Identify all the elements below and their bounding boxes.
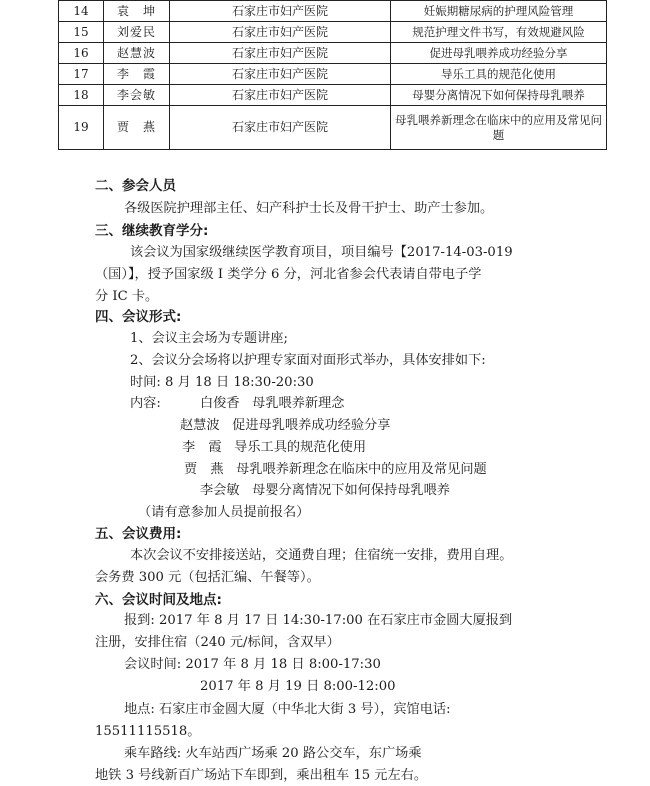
content-speaker: 白俊香 bbox=[200, 396, 240, 411]
row-topic: 促进母乳喂养成功经验分享 bbox=[391, 43, 607, 64]
section-3-line-1: 该会议为国家级继续医学教育项目，项目编号【2017-14-03-019 bbox=[130, 245, 513, 260]
row-name: 李 霞 bbox=[104, 64, 170, 85]
section-4-heading: 四、会议形式: bbox=[95, 309, 182, 325]
content-speaker: 李 霞 bbox=[182, 440, 222, 455]
row-number: 19 bbox=[59, 106, 104, 150]
section-4-time: 时间: 8 月 18 日 18:30-20:30 bbox=[130, 375, 314, 390]
row-topic: 规范护理文件书写，有效规避风险 bbox=[391, 22, 607, 43]
table-row bbox=[59, 43, 607, 64]
section-5-line-1: 本次会议不安排接送站，交通费自理；住宿统一安排，费用自理。 bbox=[130, 548, 513, 563]
section-2-body: 各级医院护理部主任、妇产科护士长及骨干护士、助产士参加。 bbox=[124, 201, 494, 216]
row-topic: 导乐工具的规范化使用 bbox=[391, 64, 607, 85]
section-4-note: （请有意参加人员提前报名） bbox=[138, 505, 310, 520]
row-number: 18 bbox=[59, 85, 104, 106]
section-3-line-2: （国）】，授予国家级 I 类学分 6 分，河北省参会代表请自带电子学 bbox=[95, 267, 482, 282]
content-entry bbox=[182, 438, 366, 458]
route-line-2: 地铁 3 号线新百广场站下车即到，乘出租车 15 元左右。 bbox=[95, 768, 428, 783]
row-name: 袁 坤 bbox=[104, 1, 170, 22]
section-3-line-3: 分 IC 卡。 bbox=[95, 289, 159, 304]
section-5-heading: 五、会议费用: bbox=[95, 526, 182, 542]
content-topic: 母乳喂养新理念在临床中的应用及常见问题 bbox=[236, 462, 487, 477]
route-line-1: 乘车路线: 火车站西广场乘 20 路公交车，东广场乘 bbox=[124, 746, 422, 761]
row-name: 赵慧波 bbox=[104, 43, 170, 64]
row-unit: 石家庄市妇产医院 bbox=[170, 106, 391, 150]
row-number: 14 bbox=[59, 1, 104, 22]
row-unit: 石家庄市妇产医院 bbox=[170, 85, 391, 106]
row-unit: 石家庄市妇产医院 bbox=[170, 64, 391, 85]
row-name: 刘爱民 bbox=[104, 22, 170, 43]
section-4-item-2: 2、会议分会场将以护理专家面对面形式举办，具体安排如下: bbox=[130, 353, 486, 368]
meeting-time-2: 2017 年 8 月 19 日 8:00-12:00 bbox=[200, 679, 396, 694]
section-4-content-label: 内容: bbox=[130, 396, 161, 411]
address-line-2: 15511115518。 bbox=[95, 724, 201, 739]
row-number: 15 bbox=[59, 22, 104, 43]
section-6-heading: 六、会议时间及地点: bbox=[95, 592, 222, 608]
content-topic: 导乐工具的规范化使用 bbox=[234, 440, 367, 455]
row-topic: 母婴分离情况下如何保持母乳喂养 bbox=[391, 85, 607, 106]
content-entry bbox=[200, 394, 344, 414]
table-row bbox=[59, 106, 607, 150]
content-speaker: 贾 燕 bbox=[184, 462, 224, 477]
speaker-table bbox=[58, 0, 607, 150]
content-entry bbox=[200, 481, 450, 501]
row-topic: 妊娠期糖尿病的护理风险管理 bbox=[391, 1, 607, 22]
section-3-heading: 三、继续教育学分: bbox=[95, 223, 209, 239]
content-topic: 母婴分离情况下如何保持母乳喂养 bbox=[252, 483, 450, 498]
content-speaker: 赵慧波 bbox=[180, 418, 220, 433]
row-number: 16 bbox=[59, 43, 104, 64]
table-row bbox=[59, 64, 607, 85]
content-topic: 促进母乳喂养成功经验分享 bbox=[232, 418, 391, 433]
registration-line-2: 注册，安排住宿（240 元/标间，含双早） bbox=[95, 635, 340, 650]
table-row bbox=[59, 22, 607, 43]
section-2-heading: 二、参会人员 bbox=[95, 178, 176, 194]
content-entry bbox=[184, 460, 487, 480]
row-number: 17 bbox=[59, 64, 104, 85]
content-topic: 母乳喂养新理念 bbox=[252, 396, 345, 411]
registration-line-1: 报到: 2017 年 8 月 17 日 14:30-17:00 在石家庄市金圆大厦报到 bbox=[124, 613, 513, 628]
table-row bbox=[59, 1, 607, 22]
row-unit: 石家庄市妇产医院 bbox=[170, 1, 391, 22]
section-5-line-2: 会务费 300 元（包括汇编、午餐等）。 bbox=[95, 570, 320, 585]
row-name: 李会敏 bbox=[104, 85, 170, 106]
row-topic: 母乳喂养新理念在临床中的应用及常见问题 bbox=[391, 106, 607, 150]
content-speaker: 李会敏 bbox=[200, 483, 240, 498]
address-line-1: 地点: 石家庄市金圆大厦（中华北大街 3 号），宾馆电话: bbox=[124, 702, 451, 717]
meeting-time-1: 会议时间: 2017 年 8 月 18 日 8:00-17:30 bbox=[124, 657, 381, 672]
content-entry bbox=[180, 416, 390, 436]
row-unit: 石家庄市妇产医院 bbox=[170, 22, 391, 43]
row-name: 贾 燕 bbox=[104, 106, 170, 150]
section-4-item-1: 1、会议主会场为专题讲座; bbox=[130, 331, 288, 346]
row-unit: 石家庄市妇产医院 bbox=[170, 43, 391, 64]
table-row bbox=[59, 85, 607, 106]
